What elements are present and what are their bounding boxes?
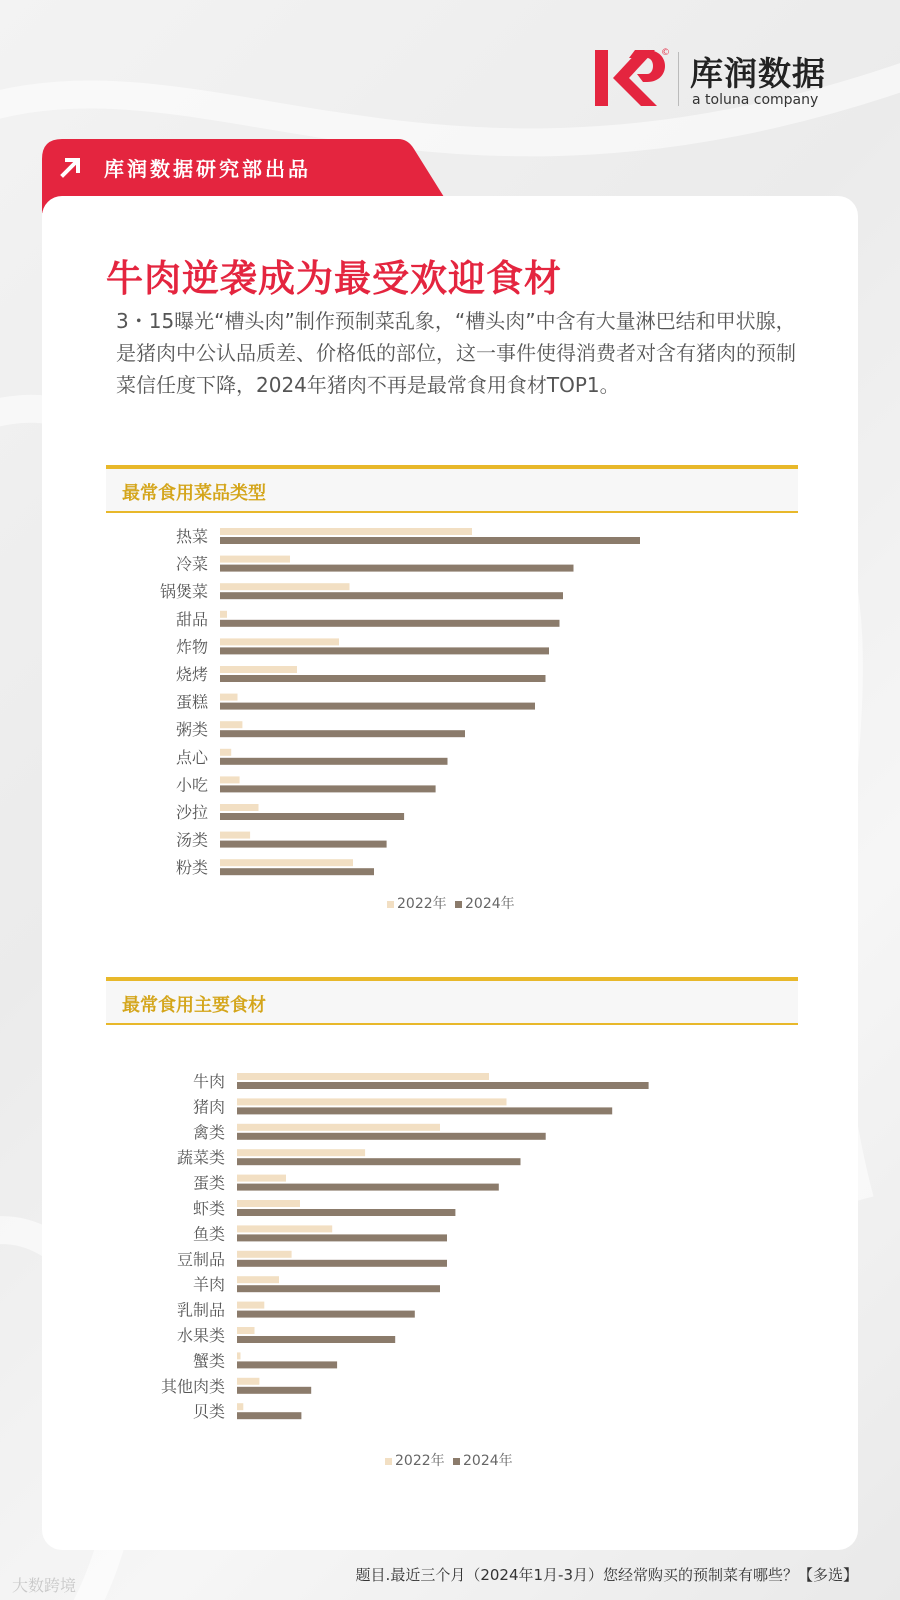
category-label: 汤类 (175, 830, 208, 850)
category-label: 炸物 (175, 637, 208, 657)
category-label: 烧烤 (175, 665, 208, 684)
bar-2024 (237, 1107, 612, 1114)
bar-2024 (237, 1158, 521, 1165)
arrow-up-right-icon (59, 155, 83, 179)
bar-2022 (220, 556, 290, 563)
bar-2024 (237, 1311, 415, 1318)
category-label: 蟹类 (192, 1351, 225, 1371)
bar-2022 (237, 1302, 264, 1309)
category-label: 粥类 (175, 720, 208, 740)
bar-2022 (220, 583, 350, 590)
category-label: 甜品 (175, 609, 208, 629)
bar-2024 (220, 565, 574, 572)
description: 3・15曝光“槽头肉”制作预制菜乱象，“槽头肉”中含有大量淋巴结和甲状腺，是猪肉中公认品质差、价格低的部位，这一事件使得消费者对含有猪肉的预制菜信任度下降，2024年猪肉不再是最常食用食材TOP1。 (116, 309, 796, 397)
legend-swatch-2022 (385, 1458, 392, 1465)
category-label: 粉类 (175, 858, 208, 878)
bar-2024 (237, 1361, 337, 1368)
bar-2022 (237, 1098, 507, 1105)
bar-2024 (237, 1412, 301, 1419)
bar-2022 (237, 1124, 440, 1131)
bar-2022 (237, 1352, 241, 1359)
bar-2022 (220, 776, 240, 783)
bar-2022 (237, 1149, 365, 1156)
legend-label-2024: 2024年 (465, 896, 515, 912)
bar-2024 (220, 675, 546, 682)
category-label: 沙拉 (175, 803, 208, 822)
bar-2022 (237, 1251, 292, 1258)
bar-2022 (220, 859, 353, 866)
bar-2022 (237, 1378, 259, 1385)
bar-2024 (220, 647, 549, 654)
bar-2022 (237, 1175, 286, 1182)
legend-swatch-2024 (453, 1458, 460, 1465)
bar-2024 (220, 785, 436, 792)
legend-swatch-2022 (387, 901, 394, 908)
bar-2024 (237, 1285, 440, 1292)
bar-2022 (237, 1073, 489, 1080)
header-tab-label: 库润数据研究部出品 (104, 157, 311, 181)
category-label: 蛋类 (192, 1173, 225, 1193)
bar-2022 (220, 528, 472, 535)
category-label: 蔬菜类 (176, 1148, 225, 1168)
bar-2022 (237, 1225, 332, 1232)
bar-2024 (220, 868, 374, 875)
bar-2024 (237, 1184, 499, 1191)
bar-2022 (220, 638, 339, 645)
bar-2024 (220, 813, 404, 820)
bar-2022 (237, 1327, 255, 1334)
bar-2022 (220, 832, 250, 839)
bar-2024 (237, 1082, 649, 1089)
section-title-ingredients: 最常食用主要食材 (122, 995, 266, 1016)
bar-2024 (237, 1260, 447, 1267)
bar-2024 (220, 537, 640, 544)
legend-label-2022: 2022年 (395, 1453, 445, 1469)
category-label: 虾类 (192, 1199, 225, 1218)
bar-2022 (220, 804, 259, 811)
category-label: 牛肉 (192, 1072, 225, 1091)
section-header-ingredients (106, 977, 798, 1025)
dish-types-chart (0, 520, 900, 940)
bar-2024 (237, 1234, 447, 1241)
category-label: 羊肉 (192, 1275, 225, 1295)
bar-2022 (237, 1200, 300, 1207)
bar-2022 (220, 611, 227, 618)
category-label: 冷菜 (175, 554, 208, 574)
category-label: 热菜 (175, 527, 208, 546)
category-label: 猪肉 (192, 1097, 225, 1117)
category-label: 点心 (175, 747, 208, 767)
copyright-mark: © (661, 48, 670, 58)
page-title: 牛肉逆袭成为最受欢迎食材 (106, 257, 562, 300)
category-label: 鱼类 (192, 1224, 225, 1244)
category-label: 乳制品 (176, 1300, 225, 1320)
bar-2024 (220, 841, 387, 848)
section-title-dish-types: 最常食用菜品类型 (122, 483, 266, 504)
bar-2022 (237, 1276, 279, 1283)
bar-2022 (220, 694, 238, 701)
legend-label-2024: 2024年 (463, 1453, 513, 1469)
category-label: 水果类 (176, 1326, 225, 1345)
category-label: 贝类 (192, 1402, 225, 1422)
logo-divider (678, 52, 679, 106)
bar-2024 (237, 1336, 395, 1343)
bar-2024 (220, 730, 465, 737)
category-label: 小吃 (175, 775, 208, 795)
section-header-dish-types (106, 465, 798, 513)
bar-2024 (220, 703, 535, 710)
bar-2024 (237, 1387, 311, 1394)
ingredients-chart (0, 1065, 900, 1485)
brand-logo (595, 48, 857, 112)
brand-name: 库润数据 (690, 54, 826, 93)
category-label: 蛋糕 (175, 692, 208, 712)
legend-swatch-2024 (455, 901, 462, 908)
watermark: 大数跨境 (12, 1576, 77, 1595)
brand-tagline: a toluna company (692, 92, 819, 108)
category-label: 禽类 (192, 1122, 225, 1142)
bar-2024 (237, 1209, 455, 1216)
bar-2022 (220, 721, 242, 728)
category-label: 豆制品 (176, 1249, 225, 1269)
bar-2024 (237, 1133, 546, 1140)
legend-label-2022: 2022年 (397, 896, 447, 912)
bar-2024 (220, 620, 560, 627)
category-label: 锅煲菜 (159, 582, 208, 602)
bar-2024 (220, 758, 448, 765)
bar-2022 (220, 666, 297, 673)
bar-2022 (220, 749, 231, 756)
bar-2022 (237, 1403, 243, 1410)
footnote: 题目.最近三个月（2024年1月-3月）您经常购买的预制菜有哪些？【多选】 (355, 1566, 858, 1584)
bar-2024 (220, 592, 563, 599)
kr-logo-icon (595, 48, 671, 108)
category-label: 其他肉类 (160, 1376, 225, 1396)
